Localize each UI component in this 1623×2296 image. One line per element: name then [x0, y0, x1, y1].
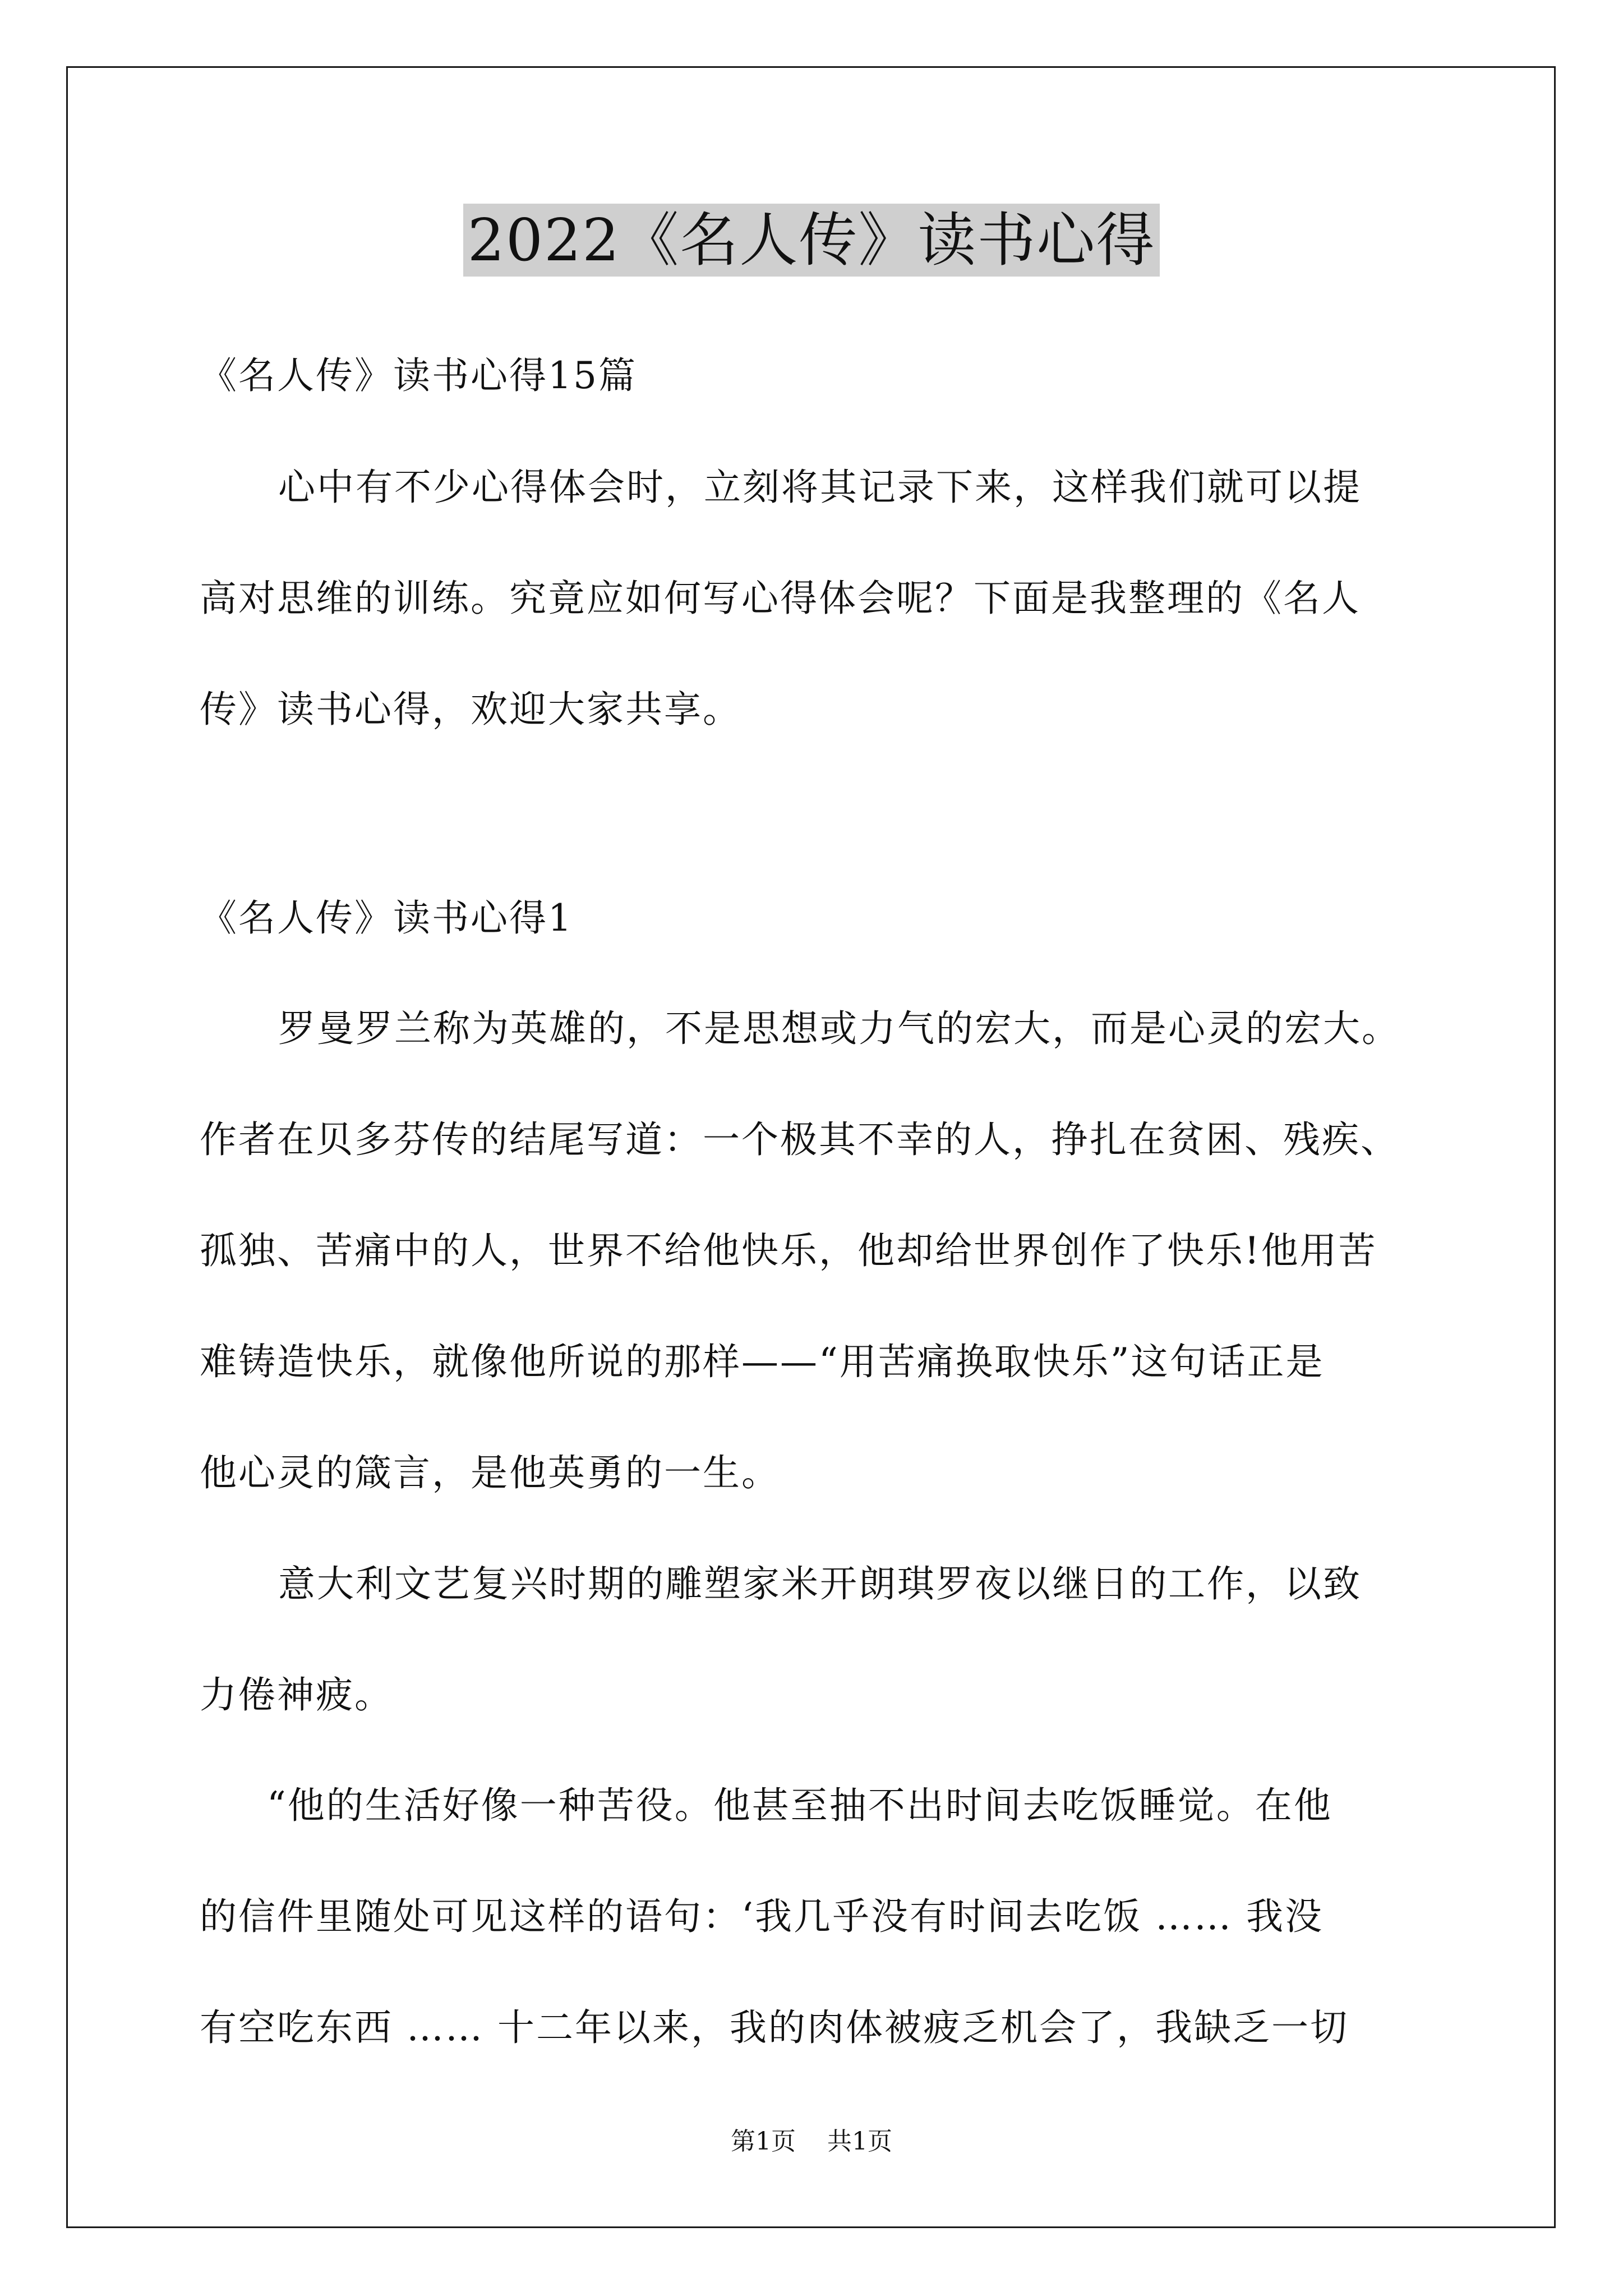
section-heading: 《名人传》读书心得1 [200, 896, 573, 940]
title-container [0, 204, 1623, 277]
intro-line: 传》读书心得，欢迎大家共享。 [200, 688, 741, 731]
intro-line: 高对思维的训练。究竟应如何写心得体会呢？下面是我整理的《名人 [200, 577, 1361, 620]
page-footer [0, 2126, 1623, 2157]
page-number-total: 共1页 [827, 2127, 892, 2156]
paragraph-line: 难铸造快乐，就像他所说的那样——“用苦痛换取快乐”这句话正是 [200, 1340, 1325, 1383]
paragraph-line: 有空吃东西 …… 十二年以来，我的肉体被疲乏机会了，我缺乏一切 [200, 2006, 1349, 2049]
body-paragraph-2 [200, 1529, 1433, 1751]
document-subtitle: 《名人传》读书心得15篇 [200, 354, 637, 397]
paragraph-line: 意大利文艺复兴时期的雕塑家米开朗琪罗夜以继日的工作，以致 [278, 1562, 1362, 1605]
body-paragraph-1 [200, 973, 1433, 1529]
document-title: 2022《名人传》读书心得 [463, 204, 1160, 277]
intro-line: 心中有不少心得体会时，立刻将其记录下来，这样我们就可以提 [278, 466, 1362, 509]
paragraph-line: 作者在贝多芬传的结尾写道：一个极其不幸的人，挣扎在贫困、残疾、 [200, 1118, 1399, 1161]
paragraph-line: 的信件里随处可见这样的语句：‘我几乎没有时间去吃饭 …… 我没 [200, 1895, 1324, 1938]
paragraph-line: 力倦神疲。 [200, 1673, 393, 1717]
paragraph-line: 罗曼罗兰称为英雄的，不是思想或力气的宏大，而是心灵的宏大。 [278, 1007, 1400, 1050]
page-number-current: 第1页 [731, 2127, 796, 2156]
paragraph-line: “他的生活好像一种苦役。他甚至抽不出时间去吃饭睡觉。在他 [267, 1784, 1332, 1827]
paragraph-line: 孤独、苦痛中的人，世界不给他快乐，他却给世界创作了快乐!他用苦 [200, 1229, 1377, 1272]
paragraph-line: 他心灵的箴言，是他英勇的一生。 [200, 1451, 780, 1494]
intro-paragraph [200, 432, 1433, 765]
body-paragraph-3 [200, 1750, 1433, 2083]
